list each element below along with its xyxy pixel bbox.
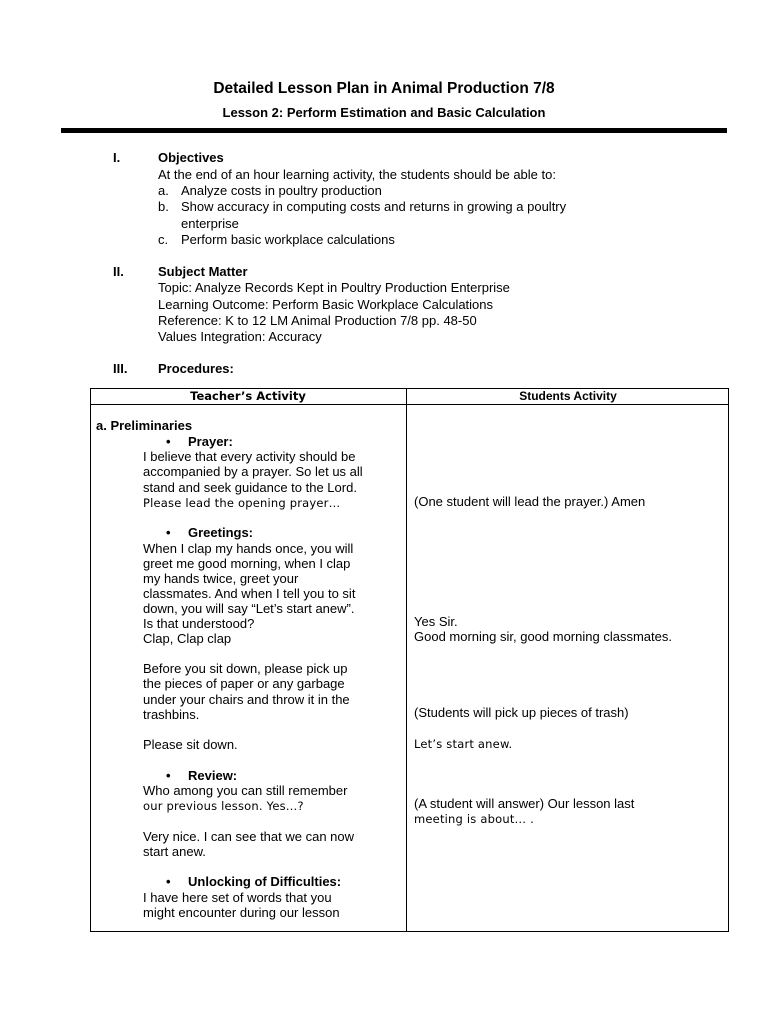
document-title: Detailed Lesson Plan in Animal Production 7/8 [213, 80, 555, 97]
subject-learning-outcome: Learning Outcome: Perform Basic Workplace Calculations [158, 297, 494, 312]
very-nice-line-1: Very nice. I can see that we can now [143, 829, 355, 844]
header-divider [61, 128, 727, 133]
procedures-numeral: III. [113, 361, 128, 376]
objective-item-c: Perform basic workplace calculations [181, 232, 395, 247]
greetings-line-7: Clap, Clap clap [143, 631, 232, 646]
student-start-anew: Let’s start anew. [414, 737, 513, 751]
sit-down-line: Please sit down. [143, 737, 238, 752]
students-activity-header: Students Activity [519, 389, 617, 403]
greetings-line-2: greet me good morning, when I clap [143, 556, 351, 571]
objective-letter-a: a. [158, 183, 169, 198]
prayer-line-2: accompanied by a prayer. So let us all [143, 464, 363, 479]
lesson-subtitle: Lesson 2: Perform Estimation and Basic Calculation [222, 105, 546, 120]
student-review-line-2: meeting is about… . [414, 812, 534, 826]
trash-line-2: the pieces of paper or any garbage [143, 676, 345, 691]
subject-values: Values Integration: Accuracy [158, 329, 322, 344]
table-column-divider [406, 388, 407, 932]
student-trash-response: (Students will pick up pieces of trash) [414, 705, 629, 720]
unlocking-line-1: I have here set of words that you [143, 890, 332, 905]
greetings-line-4: classmates. And when I tell you to sit [143, 586, 356, 601]
prayer-line-4: Please lead the opening prayer… [143, 496, 341, 510]
objective-item-b-cont: enterprise [181, 216, 239, 231]
objective-letter-c: c. [158, 232, 169, 247]
student-yes-sir: Yes Sir. [414, 614, 458, 629]
prayer-line-3: stand and seek guidance to the Lord. [143, 480, 357, 495]
review-line-2: our previous lesson. Yes…? [143, 799, 304, 813]
prayer-line-1: I believe that every activity should be [143, 449, 356, 464]
greetings-heading: • Greetings: [188, 525, 253, 541]
objectives-numeral: I. [113, 150, 121, 165]
greetings-line-6: Is that understood? [143, 616, 255, 631]
objective-item-a: Analyze costs in poultry production [181, 183, 382, 198]
greetings-line-1: When I clap my hands once, you will [143, 541, 354, 556]
trash-line-1: Before you sit down, please pick up [143, 661, 348, 676]
greetings-line-5: down, you will say “Let’s start anew”. [143, 601, 355, 616]
subject-matter-numeral: II. [113, 264, 124, 279]
trash-line-4: trashbins. [143, 707, 200, 722]
student-prayer-response: (One student will lead the prayer.) Amen [414, 494, 646, 509]
student-good-morning: Good morning sir, good morning classmates. [414, 629, 672, 644]
subject-topic: Topic: Analyze Records Kept in Poultry Production Enterprise [158, 280, 510, 295]
objectives-heading: Objectives [158, 150, 224, 165]
greetings-line-3: my hands twice, greet your [143, 571, 299, 586]
unlocking-line-2: might encounter during our lesson [143, 905, 340, 920]
procedures-heading: Procedures: [158, 361, 234, 376]
teacher-activity-header: Teacher’s Activity [190, 389, 306, 403]
review-line-1: Who among you can still remember [143, 783, 348, 798]
preliminaries-heading: a. Preliminaries [96, 418, 193, 433]
unlocking-heading: • Unlocking of Difficulties: [188, 874, 341, 890]
subject-matter-heading: Subject Matter [158, 264, 248, 279]
table-header-divider [90, 404, 729, 405]
objective-item-b: Show accuracy in computing costs and returns in growing a poultry [181, 199, 567, 214]
very-nice-line-2: start anew. [143, 844, 206, 859]
subject-reference: Reference: K to 12 LM Animal Production 7/8 pp. 48-50 [158, 313, 477, 328]
trash-line-3: under your chairs and throw it in the [143, 692, 350, 707]
objective-letter-b: b. [158, 199, 169, 214]
prayer-heading: • Prayer: [188, 434, 233, 450]
review-heading: • Review: [188, 768, 237, 784]
student-review-line-1: (A student will answer) Our lesson last [414, 796, 635, 811]
objectives-intro: At the end of an hour learning activity, the students should be able to: [158, 167, 556, 182]
